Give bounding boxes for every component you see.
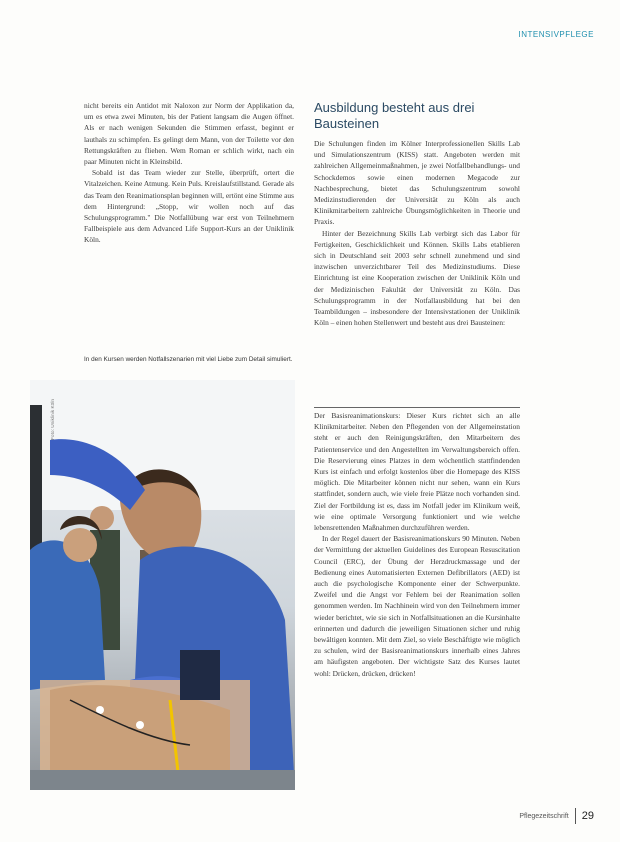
paragraph: nicht bereits ein Antidot mit Naloxon zur Norm der Applikation da, um es etwa zwei Minuten, bis der Patient langsam die Augen öffnet. Als er nach wenigen Sekunden die Stimmen erfasst, beginnt er lauthals zu schimpfen. Es gelingt dem Mann, von der Toilette vor den Rettungskräften zu fliehen. Wem Roman er schlich wirkt, nach ein paar Minuten nicht in Kleinsbild. (84, 101, 294, 167)
footer-divider (575, 808, 576, 824)
rule-divider (314, 407, 520, 408)
paragraph: In der Regel dauert der Basisreanimationskurs 90 Minuten. Neben der Vermittlung der aktuellen Guidelines des European Resuscitation Council (ERC), der Übung der Herzdruckmassage und der Bedienung eines Automatisierten Externen Defibrillators (AED) ist auch die psychologische Komponente einer der Schwerpunkte. Zweifel und die Angst vor Fehlern bei der Reanimation sollen genommen werden. Im Nachhinein wird von den Teilnehmern immer wieder berichtet, wie sie sich in Notfallsituationen an die Kursinhalte erinnerten und dadurch die jeweiligen Situationen sicher und ruhig bewältigen konnten. Mit dem Ziel, so viele Beschäftigte wie möglich zu schulen, wird der Basisreanimationskurs innerhalb eines Jahres am häufigsten angeboten. Der wichtigste Satz des Kurses lautet wohl: Drücken, drücken, drücken! (314, 534, 520, 678)
paragraph: Die Schulungen finden im Kölner Interprofessionellen Skills Lab und Simulationszentrum (KISS) statt. Angeboten werden mit zahlreichen Allgemeinmaßnahmen, je zwei Notfallbehandlungs- und Schockdemos sowie einen modernen Megacode zur Nachbesprechung, bietet das Schulungszentrum sowohl Medizinstudierenden der Universität zu Köln als auch Klinikmitarbeitern zahlreiche Übungsmöglichkeiten in Theorie und Praxis. (314, 139, 520, 227)
paragraph: Hinter der Bezeichnung Skills Lab verbirgt sich das Labor für Fertigkeiten, Geschicklichkeit und Können. Skills Labs etablieren sich in Deutschland seit 2003 sehr schnell zunehmend und sind inzwischen unverzichtbarer Teil des Medizinstudiums. Diese Einrichtung ist eine Kooperation zwischen der Uniklinik Köln und der Medizinischen Fakultät der Universität zu Köln. Das Schulungsprogramm in der Notfallausbildung hat bei den Teambildungen – insbesondere der Intensivstationen der Uniklinik Köln – einen hohen Stellenwert und besteht aus drei Bausteinen: (314, 228, 520, 328)
magazine-name: Pflegezeitschrift (519, 812, 569, 820)
right-column-text-continued (314, 410, 520, 679)
paragraph: Sobald ist das Team wieder zur Stelle, überprüft, ortert die Vitalzeichen. Keine Atmung. Kein Puls. Kreislaufstillstand. Gerade als das Team den Reanimationsplan beginnen will, ertönt eine Stimme aus dem Hintergrund: „Stopp, wir wollen noch auf das Schulungsprogramm." Die Notfallübung war erst von Teilnehmern Fallbeispiele aus dem Advanced Life Support-Kurs an der Uniklinik Köln. (84, 168, 294, 245)
page-footer (519, 808, 594, 824)
article-subhead: Ausbildung besteht aus drei Bausteinen (314, 100, 475, 131)
page-number: 29 (581, 810, 594, 822)
right-column-text (314, 138, 520, 328)
paragraph: Der Basisreanimationskurs: Dieser Kurs richtet sich an alle Klinikmitarbeiter. Neben den Pflegenden von der Allgemeinstation steht er auch den Reinigungskräften, den Mitarbeitern des Patientenservice und den Angestellten im Verwaltungsbereich offen. Die Reservierung eines Platzes in dem wöchentlich stattfindenden Kurs ist einfach und erfolgt kostenlos über die Homepage des KISS möglich. Die Mitarbeiter können nicht nur sehen, wann ein Kurs stattfindet, sondern auch, wie viele freie Plätze noch vorhanden sind. Ziel der Fortbildung ist es, dass im Notfall jeder im Klinikum weiß, wie eine optimale Versorgung funktioniert und wie welche lebensrettenden Maßnahmen durchzuführen werden. (314, 411, 520, 533)
photo-caption: In den Kursen werden Notfallszenarien mit viel Liebe zum Detail simuliert. (84, 356, 293, 363)
article-photo (30, 380, 295, 790)
left-column-text (84, 100, 294, 246)
photo-credit: Foto: Uniklinik Köln (51, 398, 56, 440)
section-label: INTENSIVPFLEGE (518, 30, 594, 39)
